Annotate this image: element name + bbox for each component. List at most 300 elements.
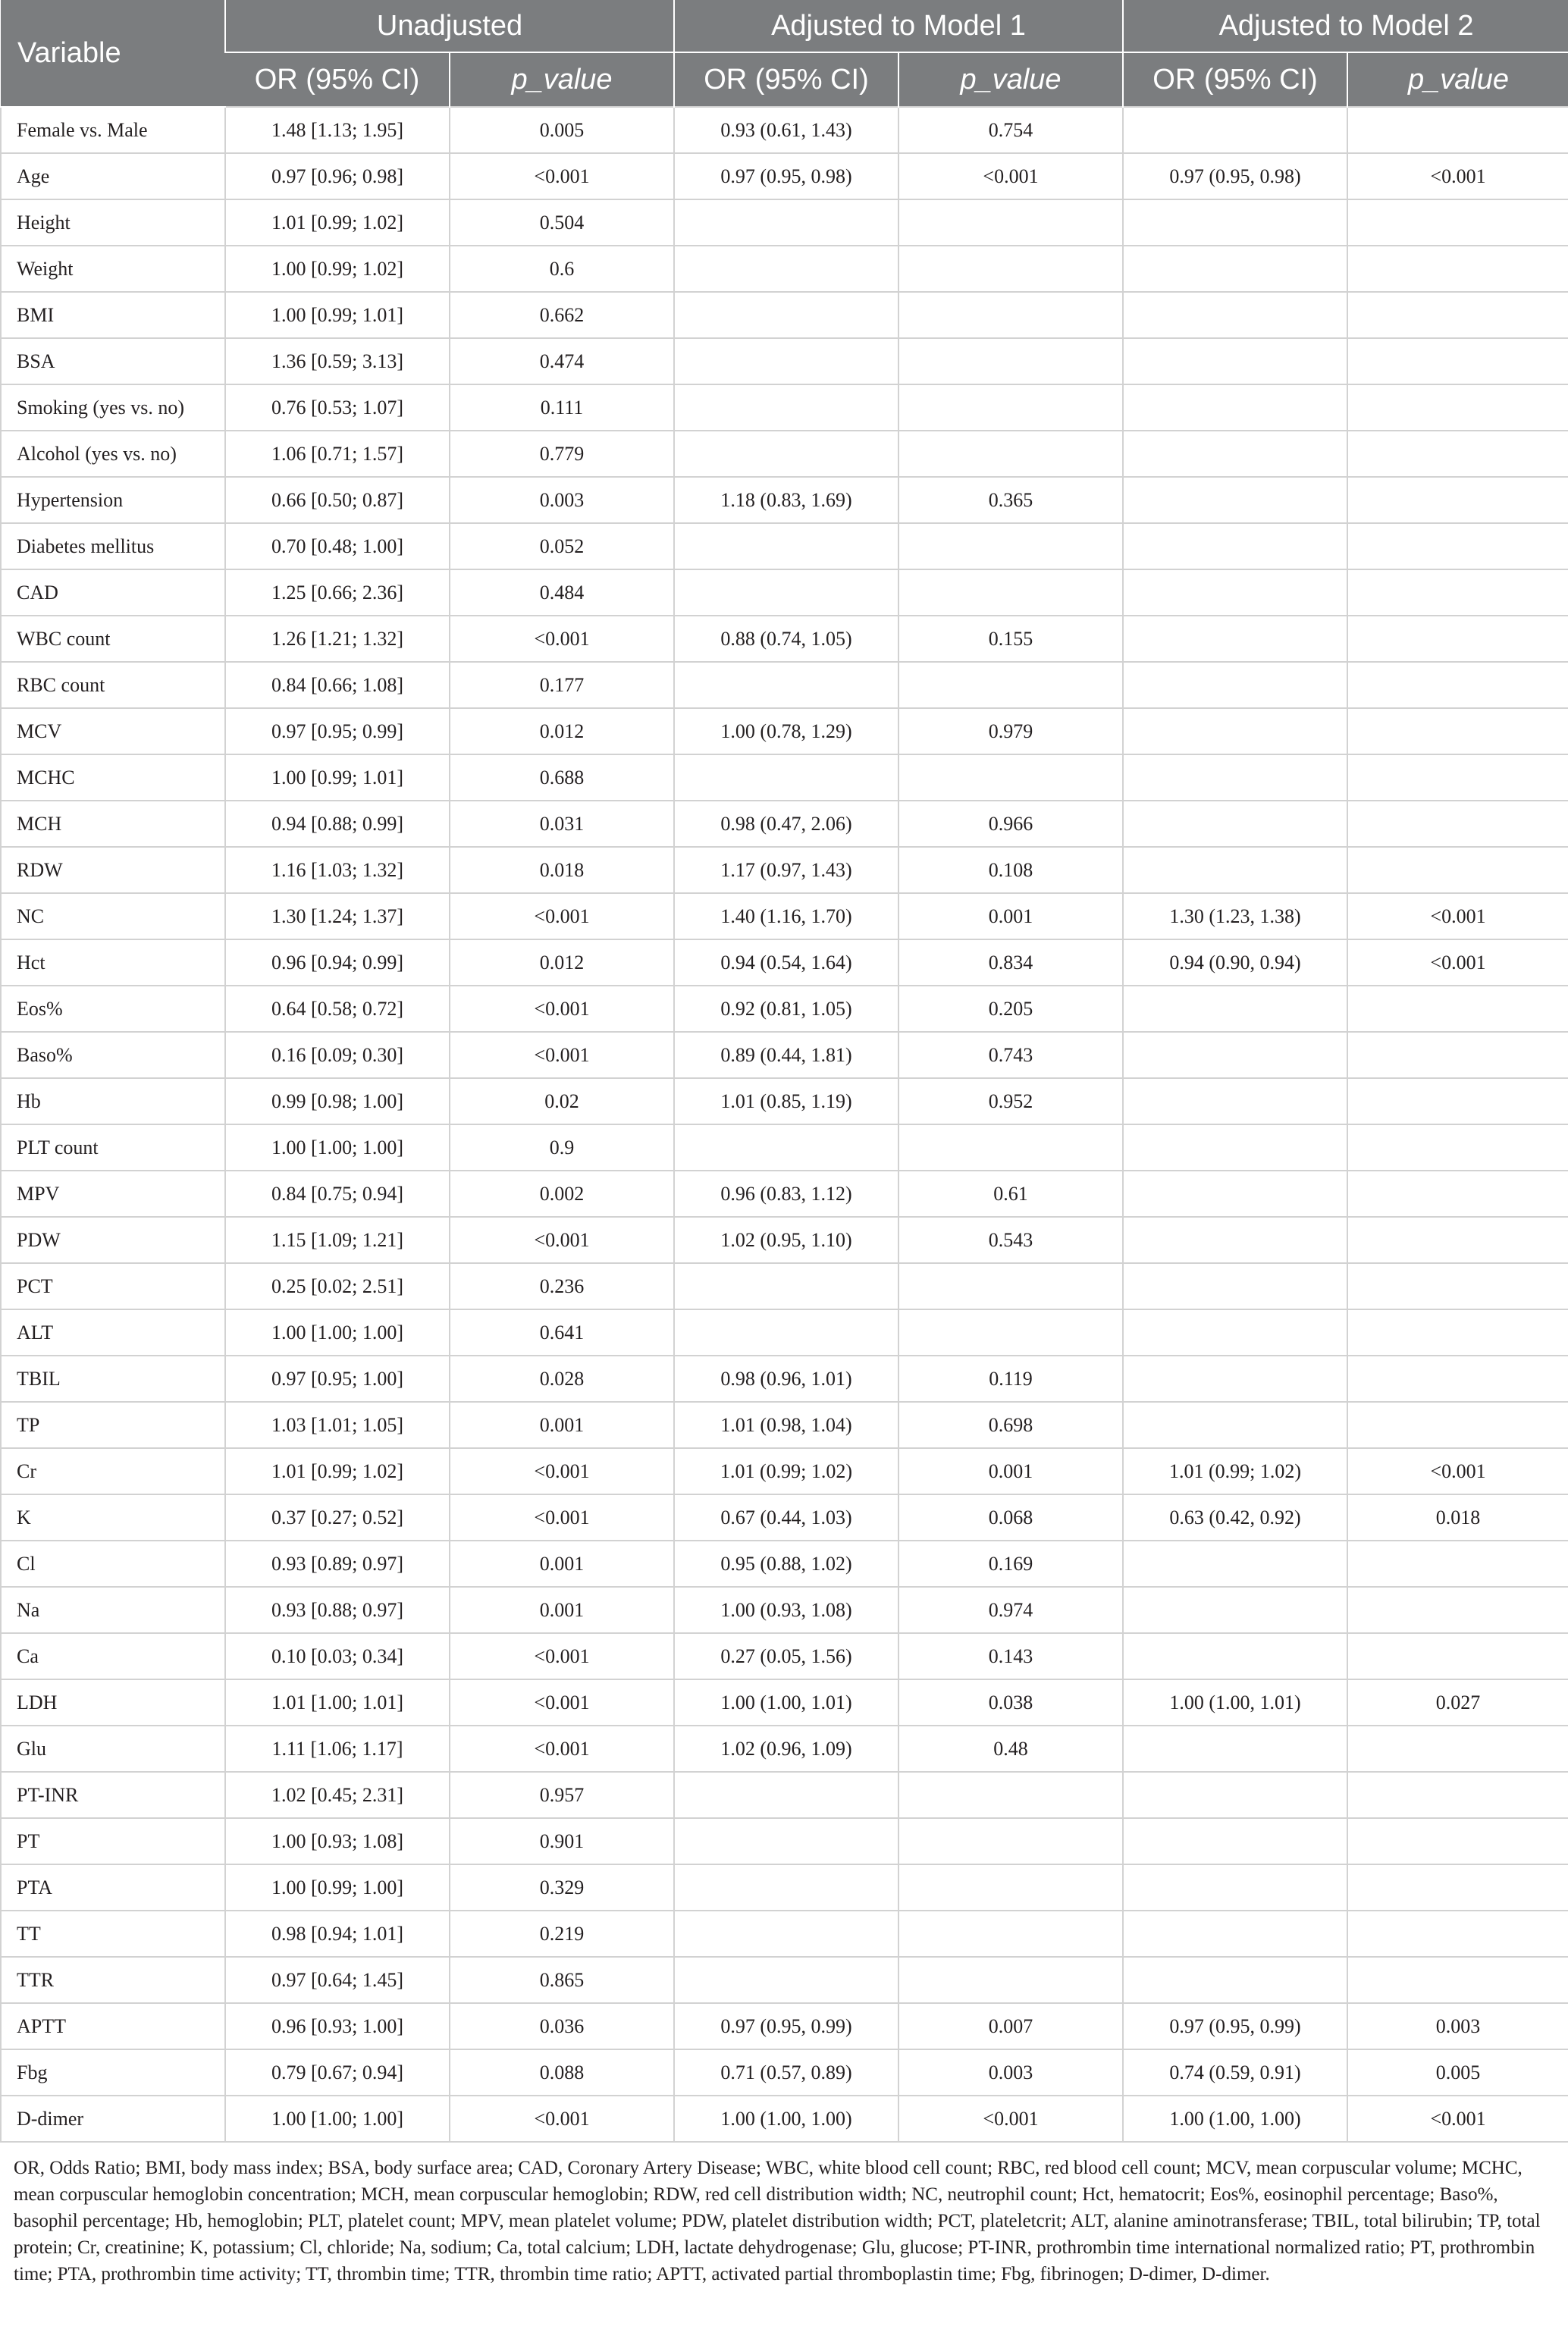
model-1-p-cell: 0.108 bbox=[898, 847, 1123, 893]
model-2-or-cell: 1.30 (1.23, 1.38) bbox=[1123, 893, 1347, 939]
unadjusted-or-cell: 1.00 [1.00; 1.00] bbox=[225, 1124, 450, 1171]
variable-cell: PTA bbox=[1, 1864, 225, 1911]
table-row bbox=[1, 708, 1568, 754]
model-1-or-cell bbox=[674, 292, 898, 338]
model-2-or-cell bbox=[1123, 1726, 1347, 1772]
unadjusted-or-cell: 0.16 [0.09; 0.30] bbox=[225, 1032, 450, 1078]
table-row bbox=[1, 569, 1568, 616]
model-2-or-cell bbox=[1123, 1309, 1347, 1356]
model-1-or-cell: 0.27 (0.05, 1.56) bbox=[674, 1633, 898, 1679]
model-1-or-cell: 0.95 (0.88, 1.02) bbox=[674, 1541, 898, 1587]
unadjusted-p-cell: 0.662 bbox=[450, 292, 674, 338]
model-1-or-cell: 1.00 (1.00, 1.01) bbox=[674, 1679, 898, 1726]
model-1-or-cell: 1.18 (0.83, 1.69) bbox=[674, 477, 898, 523]
unadjusted-or-cell: 1.03 [1.01; 1.05] bbox=[225, 1402, 450, 1448]
unadjusted-or-cell: 1.00 [0.99; 1.01] bbox=[225, 292, 450, 338]
table-row bbox=[1, 847, 1568, 893]
model-2-p-cell bbox=[1347, 1217, 1568, 1263]
variable-cell: Height bbox=[1, 199, 225, 246]
model-1-p-cell: 0.143 bbox=[898, 1633, 1123, 1679]
model-1-or-cell bbox=[674, 754, 898, 801]
variable-cell: PT-INR bbox=[1, 1772, 225, 1818]
model-1-or-cell: 0.97 (0.95, 0.98) bbox=[674, 153, 898, 199]
table-row bbox=[1, 754, 1568, 801]
table-row bbox=[1, 477, 1568, 523]
unadjusted-or-cell: 1.01 [0.99; 1.02] bbox=[225, 1448, 450, 1494]
table-row bbox=[1, 1726, 1568, 1772]
model-2-p-cell: 0.018 bbox=[1347, 1494, 1568, 1541]
table-row bbox=[1, 523, 1568, 569]
model-2-or-cell bbox=[1123, 292, 1347, 338]
table-row bbox=[1, 616, 1568, 662]
model-2-or-cell bbox=[1123, 1911, 1347, 1957]
table-row bbox=[1, 1864, 1568, 1911]
model-2-or-cell bbox=[1123, 986, 1347, 1032]
model-1-p-cell bbox=[898, 431, 1123, 477]
variable-cell: Cl bbox=[1, 1541, 225, 1587]
model-1-p-cell: 0.979 bbox=[898, 708, 1123, 754]
table-row bbox=[1, 2049, 1568, 2096]
unadjusted-or-cell: 0.84 [0.75; 0.94] bbox=[225, 1171, 450, 1217]
variable-cell: Hct bbox=[1, 939, 225, 986]
model-1-or-cell: 1.40 (1.16, 1.70) bbox=[674, 893, 898, 939]
variable-cell: TP bbox=[1, 1402, 225, 1448]
unadjusted-p-cell: 0.001 bbox=[450, 1587, 674, 1633]
model-1-or-cell: 1.02 (0.96, 1.09) bbox=[674, 1726, 898, 1772]
unadjusted-p-cell: 0.9 bbox=[450, 1124, 674, 1171]
unadjusted-or-cell: 0.97 [0.96; 0.98] bbox=[225, 153, 450, 199]
variable-cell: Weight bbox=[1, 246, 225, 292]
model-2-p-cell: <0.001 bbox=[1347, 1448, 1568, 1494]
model-2-p-cell bbox=[1347, 569, 1568, 616]
unadjusted-or-cell: 0.97 [0.95; 0.99] bbox=[225, 708, 450, 754]
model-2-or-cell bbox=[1123, 1078, 1347, 1124]
table-row bbox=[1, 153, 1568, 199]
model-2-or-cell bbox=[1123, 708, 1347, 754]
header-or-model-2: OR (95% CI) bbox=[1123, 52, 1347, 107]
model-1-or-cell bbox=[674, 1263, 898, 1309]
model-1-or-cell: 1.00 (1.00, 1.00) bbox=[674, 2096, 898, 2142]
unadjusted-or-cell: 1.25 [0.66; 2.36] bbox=[225, 569, 450, 616]
model-1-p-cell bbox=[898, 754, 1123, 801]
unadjusted-or-cell: 0.76 [0.53; 1.07] bbox=[225, 384, 450, 431]
variable-cell: WBC count bbox=[1, 616, 225, 662]
unadjusted-p-cell: <0.001 bbox=[450, 153, 674, 199]
model-2-p-cell: 0.003 bbox=[1347, 2003, 1568, 2049]
unadjusted-p-cell: 0.036 bbox=[450, 2003, 674, 2049]
model-2-p-cell bbox=[1347, 847, 1568, 893]
variable-cell: TTR bbox=[1, 1957, 225, 2003]
model-2-or-cell bbox=[1123, 1032, 1347, 1078]
unadjusted-p-cell: <0.001 bbox=[450, 1448, 674, 1494]
header-p-label: p_value bbox=[1407, 63, 1510, 96]
table-row bbox=[1, 1263, 1568, 1309]
model-2-p-cell bbox=[1347, 1263, 1568, 1309]
model-2-p-cell bbox=[1347, 384, 1568, 431]
model-1-p-cell: <0.001 bbox=[898, 2096, 1123, 2142]
variable-cell: RBC count bbox=[1, 662, 225, 708]
model-1-p-cell: 0.966 bbox=[898, 801, 1123, 847]
variable-cell: Fbg bbox=[1, 2049, 225, 2096]
table-body bbox=[1, 107, 1568, 2142]
variable-cell: PLT count bbox=[1, 1124, 225, 1171]
model-2-or-cell bbox=[1123, 1356, 1347, 1402]
model-1-or-cell bbox=[674, 1864, 898, 1911]
model-1-p-cell bbox=[898, 1957, 1123, 2003]
model-1-or-cell: 0.98 (0.96, 1.01) bbox=[674, 1356, 898, 1402]
variable-cell: BSA bbox=[1, 338, 225, 384]
unadjusted-or-cell: 0.96 [0.94; 0.99] bbox=[225, 939, 450, 986]
model-1-or-cell: 1.02 (0.95, 1.10) bbox=[674, 1217, 898, 1263]
table-row bbox=[1, 1078, 1568, 1124]
model-2-or-cell bbox=[1123, 1864, 1347, 1911]
unadjusted-or-cell: 1.00 [0.99; 1.00] bbox=[225, 1864, 450, 1911]
model-1-or-cell bbox=[674, 246, 898, 292]
unadjusted-p-cell: 0.001 bbox=[450, 1402, 674, 1448]
variable-cell: CAD bbox=[1, 569, 225, 616]
model-2-or-cell: 0.97 (0.95, 0.99) bbox=[1123, 2003, 1347, 2049]
model-2-p-cell bbox=[1347, 1633, 1568, 1679]
model-2-p-cell bbox=[1347, 986, 1568, 1032]
model-1-or-cell: 1.17 (0.97, 1.43) bbox=[674, 847, 898, 893]
model-2-p-cell bbox=[1347, 1726, 1568, 1772]
model-1-p-cell bbox=[898, 1864, 1123, 1911]
model-1-p-cell: 0.365 bbox=[898, 477, 1123, 523]
unadjusted-or-cell: 0.93 [0.89; 0.97] bbox=[225, 1541, 450, 1587]
variable-cell: NC bbox=[1, 893, 225, 939]
table-row bbox=[1, 1356, 1568, 1402]
variable-cell: Na bbox=[1, 1587, 225, 1633]
table-row bbox=[1, 2003, 1568, 2049]
unadjusted-p-cell: 0.001 bbox=[450, 1541, 674, 1587]
unadjusted-p-cell: 0.005 bbox=[450, 107, 674, 153]
model-2-p-cell bbox=[1347, 1864, 1568, 1911]
model-2-or-cell: 1.01 (0.99; 1.02) bbox=[1123, 1448, 1347, 1494]
model-1-or-cell bbox=[674, 199, 898, 246]
variable-cell: MCHC bbox=[1, 754, 225, 801]
unadjusted-p-cell: 0.688 bbox=[450, 754, 674, 801]
table-row bbox=[1, 1541, 1568, 1587]
model-1-or-cell bbox=[674, 523, 898, 569]
model-1-or-cell bbox=[674, 338, 898, 384]
model-1-p-cell bbox=[898, 523, 1123, 569]
variable-cell: Age bbox=[1, 153, 225, 199]
table-row bbox=[1, 1957, 1568, 2003]
model-1-or-cell: 1.01 (0.99; 1.02) bbox=[674, 1448, 898, 1494]
table-row bbox=[1, 1911, 1568, 1957]
unadjusted-or-cell: 1.16 [1.03; 1.32] bbox=[225, 847, 450, 893]
model-2-p-cell bbox=[1347, 292, 1568, 338]
header-or-model-1: OR (95% CI) bbox=[674, 52, 898, 107]
model-1-p-cell: 0.974 bbox=[898, 1587, 1123, 1633]
table-row bbox=[1, 1171, 1568, 1217]
model-2-p-cell bbox=[1347, 1078, 1568, 1124]
unadjusted-or-cell: 1.01 [1.00; 1.01] bbox=[225, 1679, 450, 1726]
model-1-p-cell: 0.003 bbox=[898, 2049, 1123, 2096]
table-row bbox=[1, 1124, 1568, 1171]
unadjusted-or-cell: 0.37 [0.27; 0.52] bbox=[225, 1494, 450, 1541]
unadjusted-p-cell: <0.001 bbox=[450, 616, 674, 662]
model-1-p-cell: 0.119 bbox=[898, 1356, 1123, 1402]
model-2-p-cell bbox=[1347, 523, 1568, 569]
model-2-p-cell bbox=[1347, 754, 1568, 801]
model-2-or-cell bbox=[1123, 477, 1347, 523]
model-2-or-cell bbox=[1123, 1772, 1347, 1818]
model-1-or-cell: 0.97 (0.95, 0.99) bbox=[674, 2003, 898, 2049]
unadjusted-or-cell: 1.01 [0.99; 1.02] bbox=[225, 199, 450, 246]
unadjusted-or-cell: 0.97 [0.64; 1.45] bbox=[225, 1957, 450, 2003]
model-1-or-cell: 0.93 (0.61, 1.43) bbox=[674, 107, 898, 153]
model-2-or-cell bbox=[1123, 246, 1347, 292]
model-2-or-cell bbox=[1123, 338, 1347, 384]
table-row bbox=[1, 939, 1568, 986]
unadjusted-or-cell: 0.25 [0.02; 2.51] bbox=[225, 1263, 450, 1309]
variable-cell: LDH bbox=[1, 1679, 225, 1726]
model-1-p-cell: 0.205 bbox=[898, 986, 1123, 1032]
table-row bbox=[1, 1309, 1568, 1356]
header-or-unadjusted: OR (95% CI) bbox=[225, 52, 450, 107]
model-1-or-cell: 0.98 (0.47, 2.06) bbox=[674, 801, 898, 847]
header-p-label: p_value bbox=[960, 63, 1062, 96]
variable-cell: MCV bbox=[1, 708, 225, 754]
model-1-or-cell: 1.00 (0.78, 1.29) bbox=[674, 708, 898, 754]
table-row bbox=[1, 1448, 1568, 1494]
model-1-p-cell: 0.698 bbox=[898, 1402, 1123, 1448]
model-1-p-cell bbox=[898, 1263, 1123, 1309]
unadjusted-p-cell: 0.957 bbox=[450, 1772, 674, 1818]
model-2-p-cell bbox=[1347, 1171, 1568, 1217]
model-2-p-cell bbox=[1347, 338, 1568, 384]
model-2-p-cell bbox=[1347, 477, 1568, 523]
variable-cell: PCT bbox=[1, 1263, 225, 1309]
unadjusted-p-cell: 0.779 bbox=[450, 431, 674, 477]
model-2-or-cell bbox=[1123, 754, 1347, 801]
table-row bbox=[1, 1402, 1568, 1448]
table-row bbox=[1, 1217, 1568, 1263]
model-1-or-cell bbox=[674, 1309, 898, 1356]
variable-cell: MPV bbox=[1, 1171, 225, 1217]
model-2-or-cell bbox=[1123, 1402, 1347, 1448]
unadjusted-or-cell: 0.96 [0.93; 1.00] bbox=[225, 2003, 450, 2049]
unadjusted-p-cell: <0.001 bbox=[450, 1032, 674, 1078]
model-1-or-cell bbox=[674, 1911, 898, 1957]
model-2-or-cell bbox=[1123, 616, 1347, 662]
table-row bbox=[1, 2096, 1568, 2142]
variable-cell: ALT bbox=[1, 1309, 225, 1356]
variable-cell: Smoking (yes vs. no) bbox=[1, 384, 225, 431]
unadjusted-p-cell: <0.001 bbox=[450, 1633, 674, 1679]
table-row bbox=[1, 662, 1568, 708]
model-1-or-cell: 0.89 (0.44, 1.81) bbox=[674, 1032, 898, 1078]
unadjusted-p-cell: 0.6 bbox=[450, 246, 674, 292]
model-1-p-cell: 0.48 bbox=[898, 1726, 1123, 1772]
unadjusted-p-cell: 0.504 bbox=[450, 199, 674, 246]
model-1-p-cell bbox=[898, 1818, 1123, 1864]
variable-cell: Ca bbox=[1, 1633, 225, 1679]
unadjusted-or-cell: 1.00 [0.99; 1.02] bbox=[225, 246, 450, 292]
model-1-p-cell: 0.754 bbox=[898, 107, 1123, 153]
model-2-p-cell bbox=[1347, 1032, 1568, 1078]
unadjusted-or-cell: 0.84 [0.66; 1.08] bbox=[225, 662, 450, 708]
model-2-p-cell bbox=[1347, 616, 1568, 662]
unadjusted-or-cell: 0.70 [0.48; 1.00] bbox=[225, 523, 450, 569]
variable-cell: K bbox=[1, 1494, 225, 1541]
variable-cell: Glu bbox=[1, 1726, 225, 1772]
model-1-or-cell: 1.00 (0.93, 1.08) bbox=[674, 1587, 898, 1633]
header-variable: Variable bbox=[1, 0, 225, 107]
unadjusted-or-cell: 1.00 [1.00; 1.00] bbox=[225, 2096, 450, 2142]
variable-cell: PDW bbox=[1, 1217, 225, 1263]
unadjusted-or-cell: 1.36 [0.59; 3.13] bbox=[225, 338, 450, 384]
model-2-p-cell bbox=[1347, 1402, 1568, 1448]
model-1-or-cell: 1.01 (0.85, 1.19) bbox=[674, 1078, 898, 1124]
model-2-or-cell bbox=[1123, 384, 1347, 431]
unadjusted-p-cell: 0.865 bbox=[450, 1957, 674, 2003]
model-2-or-cell bbox=[1123, 523, 1347, 569]
model-1-or-cell bbox=[674, 569, 898, 616]
variable-cell: Alcohol (yes vs. no) bbox=[1, 431, 225, 477]
variable-cell: BMI bbox=[1, 292, 225, 338]
model-1-p-cell bbox=[898, 569, 1123, 616]
unadjusted-p-cell: 0.219 bbox=[450, 1911, 674, 1957]
variable-cell: MCH bbox=[1, 801, 225, 847]
model-2-or-cell bbox=[1123, 1633, 1347, 1679]
model-2-p-cell bbox=[1347, 199, 1568, 246]
variable-cell: Hb bbox=[1, 1078, 225, 1124]
unadjusted-p-cell: 0.484 bbox=[450, 569, 674, 616]
model-2-p-cell bbox=[1347, 246, 1568, 292]
unadjusted-or-cell: 1.26 [1.21; 1.32] bbox=[225, 616, 450, 662]
variable-cell: PT bbox=[1, 1818, 225, 1864]
model-2-p-cell: 0.005 bbox=[1347, 2049, 1568, 2096]
header-p-model-2 bbox=[1347, 52, 1568, 107]
model-1-or-cell bbox=[674, 1772, 898, 1818]
unadjusted-or-cell: 0.64 [0.58; 0.72] bbox=[225, 986, 450, 1032]
unadjusted-or-cell: 1.00 [1.00; 1.00] bbox=[225, 1309, 450, 1356]
model-2-p-cell bbox=[1347, 1541, 1568, 1587]
unadjusted-p-cell: 0.031 bbox=[450, 801, 674, 847]
model-2-p-cell bbox=[1347, 662, 1568, 708]
table-row bbox=[1, 199, 1568, 246]
model-1-p-cell bbox=[898, 1309, 1123, 1356]
table-footnote: OR, Odds Ratio; BMI, body mass index; BSA, body surface area; CAD, Coronary Artery Disease; WBC, white blood cell count; RBC, red blood cell count; MCV, mean corpuscular volume; MCHC, mean corpuscular hemoglobin concentration; MCH, mean corpuscular hemoglobin; RDW, red cell distribution width; NC, neutrophil count; Hct, hematocrit; Eos%, eosinophil percentage; Baso%, basophil percentage; Hb, hemoglobin; PLT, platelet count; MPV, mean platelet volume; PDW, platelet distribution width; PCT, plateletcrit; ALT, alanine aminotransferase; TBIL, total bilirubin; TP, total protein; Cr, creatinine; K, potassium; Cl, chloride; Na, sodium; Ca, total calcium; LDH, lactate dehydrogenase; Glu, glucose; PT-INR, prothrombin time international normalized ratio; PT, prothrombin time; PTA, prothrombin time activity; TT, thrombin time; TTR, thrombin time ratio; APTT, activated partial thromboplastin time; Fbg, fibrinogen; D-dimer, D-dimer. bbox=[14, 2158, 1541, 2284]
unadjusted-p-cell: <0.001 bbox=[450, 1217, 674, 1263]
unadjusted-or-cell: 1.02 [0.45; 2.31] bbox=[225, 1772, 450, 1818]
unadjusted-or-cell: 0.97 [0.95; 1.00] bbox=[225, 1356, 450, 1402]
unadjusted-p-cell: <0.001 bbox=[450, 893, 674, 939]
model-2-p-cell: <0.001 bbox=[1347, 939, 1568, 986]
model-1-p-cell bbox=[898, 199, 1123, 246]
table-row bbox=[1, 1772, 1568, 1818]
variable-cell: Eos% bbox=[1, 986, 225, 1032]
unadjusted-or-cell: 1.00 [0.99; 1.01] bbox=[225, 754, 450, 801]
model-2-p-cell bbox=[1347, 708, 1568, 754]
unadjusted-p-cell: 0.02 bbox=[450, 1078, 674, 1124]
model-2-p-cell: <0.001 bbox=[1347, 893, 1568, 939]
model-1-p-cell bbox=[898, 1911, 1123, 1957]
model-1-p-cell: 0.834 bbox=[898, 939, 1123, 986]
model-1-or-cell bbox=[674, 431, 898, 477]
model-1-p-cell: 0.038 bbox=[898, 1679, 1123, 1726]
model-1-or-cell bbox=[674, 1124, 898, 1171]
variable-cell: APTT bbox=[1, 2003, 225, 2049]
model-2-p-cell bbox=[1347, 1309, 1568, 1356]
model-1-or-cell: 0.96 (0.83, 1.12) bbox=[674, 1171, 898, 1217]
unadjusted-p-cell: 0.012 bbox=[450, 939, 674, 986]
unadjusted-p-cell: 0.329 bbox=[450, 1864, 674, 1911]
unadjusted-p-cell: 0.003 bbox=[450, 477, 674, 523]
model-2-or-cell bbox=[1123, 107, 1347, 153]
variable-cell: Baso% bbox=[1, 1032, 225, 1078]
table-row bbox=[1, 1032, 1568, 1078]
model-2-p-cell bbox=[1347, 1587, 1568, 1633]
variable-cell: Cr bbox=[1, 1448, 225, 1494]
model-2-or-cell bbox=[1123, 847, 1347, 893]
table-row bbox=[1, 431, 1568, 477]
table-row bbox=[1, 893, 1568, 939]
unadjusted-p-cell: 0.474 bbox=[450, 338, 674, 384]
model-2-or-cell: 1.00 (1.00, 1.01) bbox=[1123, 1679, 1347, 1726]
table-row bbox=[1, 986, 1568, 1032]
header-p-unadjusted bbox=[450, 52, 674, 107]
unadjusted-or-cell: 0.99 [0.98; 1.00] bbox=[225, 1078, 450, 1124]
unadjusted-p-cell: 0.641 bbox=[450, 1309, 674, 1356]
model-2-or-cell: 0.63 (0.42, 0.92) bbox=[1123, 1494, 1347, 1541]
model-1-or-cell: 0.94 (0.54, 1.64) bbox=[674, 939, 898, 986]
model-2-p-cell: <0.001 bbox=[1347, 2096, 1568, 2142]
model-1-p-cell bbox=[898, 292, 1123, 338]
model-1-p-cell bbox=[898, 338, 1123, 384]
model-2-or-cell: 1.00 (1.00, 1.00) bbox=[1123, 2096, 1347, 2142]
unadjusted-or-cell: 1.15 [1.09; 1.21] bbox=[225, 1217, 450, 1263]
model-2-p-cell bbox=[1347, 1356, 1568, 1402]
table-row bbox=[1, 107, 1568, 153]
unadjusted-p-cell: 0.901 bbox=[450, 1818, 674, 1864]
unadjusted-p-cell: 0.052 bbox=[450, 523, 674, 569]
model-1-or-cell: 1.01 (0.98, 1.04) bbox=[674, 1402, 898, 1448]
table-row bbox=[1, 801, 1568, 847]
variable-cell: Diabetes mellitus bbox=[1, 523, 225, 569]
table-row bbox=[1, 1587, 1568, 1633]
variable-cell: Hypertension bbox=[1, 477, 225, 523]
unadjusted-or-cell: 0.94 [0.88; 0.99] bbox=[225, 801, 450, 847]
table-row bbox=[1, 338, 1568, 384]
unadjusted-p-cell: 0.236 bbox=[450, 1263, 674, 1309]
model-2-p-cell bbox=[1347, 1957, 1568, 2003]
unadjusted-p-cell: <0.001 bbox=[450, 1494, 674, 1541]
header-p-model-1 bbox=[898, 52, 1123, 107]
unadjusted-or-cell: 1.06 [0.71; 1.57] bbox=[225, 431, 450, 477]
unadjusted-p-cell: 0.002 bbox=[450, 1171, 674, 1217]
model-1-p-cell: <0.001 bbox=[898, 153, 1123, 199]
model-1-p-cell: 0.068 bbox=[898, 1494, 1123, 1541]
model-2-or-cell bbox=[1123, 199, 1347, 246]
variable-cell: TT bbox=[1, 1911, 225, 1957]
model-1-or-cell: 0.92 (0.81, 1.05) bbox=[674, 986, 898, 1032]
model-1-p-cell bbox=[898, 1124, 1123, 1171]
table-row bbox=[1, 1494, 1568, 1541]
unadjusted-or-cell: 1.48 [1.13; 1.95] bbox=[225, 107, 450, 153]
unadjusted-p-cell: 0.088 bbox=[450, 2049, 674, 2096]
table-row bbox=[1, 384, 1568, 431]
model-2-or-cell bbox=[1123, 431, 1347, 477]
model-2-or-cell: 0.94 (0.90, 0.94) bbox=[1123, 939, 1347, 986]
model-1-or-cell: 0.88 (0.74, 1.05) bbox=[674, 616, 898, 662]
model-2-p-cell: 0.027 bbox=[1347, 1679, 1568, 1726]
unadjusted-or-cell: 0.79 [0.67; 0.94] bbox=[225, 2049, 450, 2096]
model-2-p-cell: <0.001 bbox=[1347, 153, 1568, 199]
table-row bbox=[1, 1633, 1568, 1679]
